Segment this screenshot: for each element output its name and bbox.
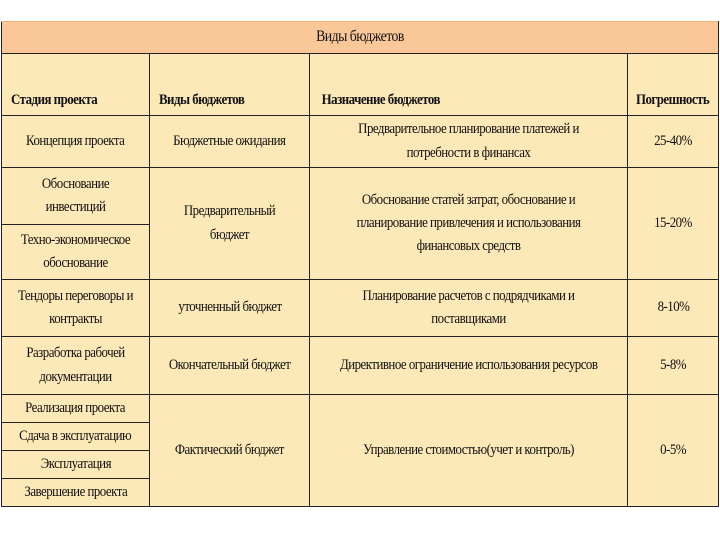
error-cell: 8-10% [628,280,719,337]
table-row [2,168,719,225]
budget-cell: Окончательный бюджет [150,337,310,395]
stage-cell: Концепция проекта [2,116,150,168]
stage-cell: Тендоры переговоры и контракты [2,280,150,337]
stage-cell: Сдача в эксплуатацию [2,423,150,451]
stage-cell: Завершение проекта [2,479,150,507]
error-cell: 5-8% [628,337,719,395]
stage-cell: Техно-экономическое обоснование [2,225,150,280]
table-row [2,280,719,337]
stage-cell: Разработка рабочей документации [2,337,150,395]
error-cell: 0-5% [628,395,719,507]
purpose-cell: Обоснование статей затрат, обоснование и планирование привлечения и использования финансовых средств [310,168,628,280]
budget-cell: уточненный бюджет [150,280,310,337]
error-cell: 25-40% [628,116,719,168]
header-stage: Стадия проекта [2,54,150,116]
stage-cell: Реализация проекта [2,395,150,423]
header-row [2,54,719,116]
stage-cell: Обоснование инвестиций [2,168,150,225]
purpose-cell: Предварительное планирование платежей и потребности в финансах [310,116,628,168]
purpose-cell: Управление стоимостью(учет и контроль) [310,395,628,507]
budget-cell: Бюджетные ожидания [150,116,310,168]
table-title: Виды бюджетов [2,22,719,54]
stage-cell: Эксплуатация [2,451,150,479]
error-cell: 15-20% [628,168,719,280]
budget-types-table-container [1,21,718,507]
budget-cell: Предварительный бюджет [150,168,310,280]
table-row [2,116,719,168]
budget-types-table [1,21,719,507]
purpose-cell: Директивное ограничение использования ресурсов [310,337,628,395]
purpose-cell: Планирование расчетов с подрядчиками и поставщиками [310,280,628,337]
header-error: Погрешность [628,54,719,116]
budget-cell: Фактический бюджет [150,395,310,507]
header-budget-type: Виды бюджетов [150,54,310,116]
header-purpose: Назначение бюджетов [310,54,628,116]
table-row [2,337,719,395]
table-row [2,395,719,423]
